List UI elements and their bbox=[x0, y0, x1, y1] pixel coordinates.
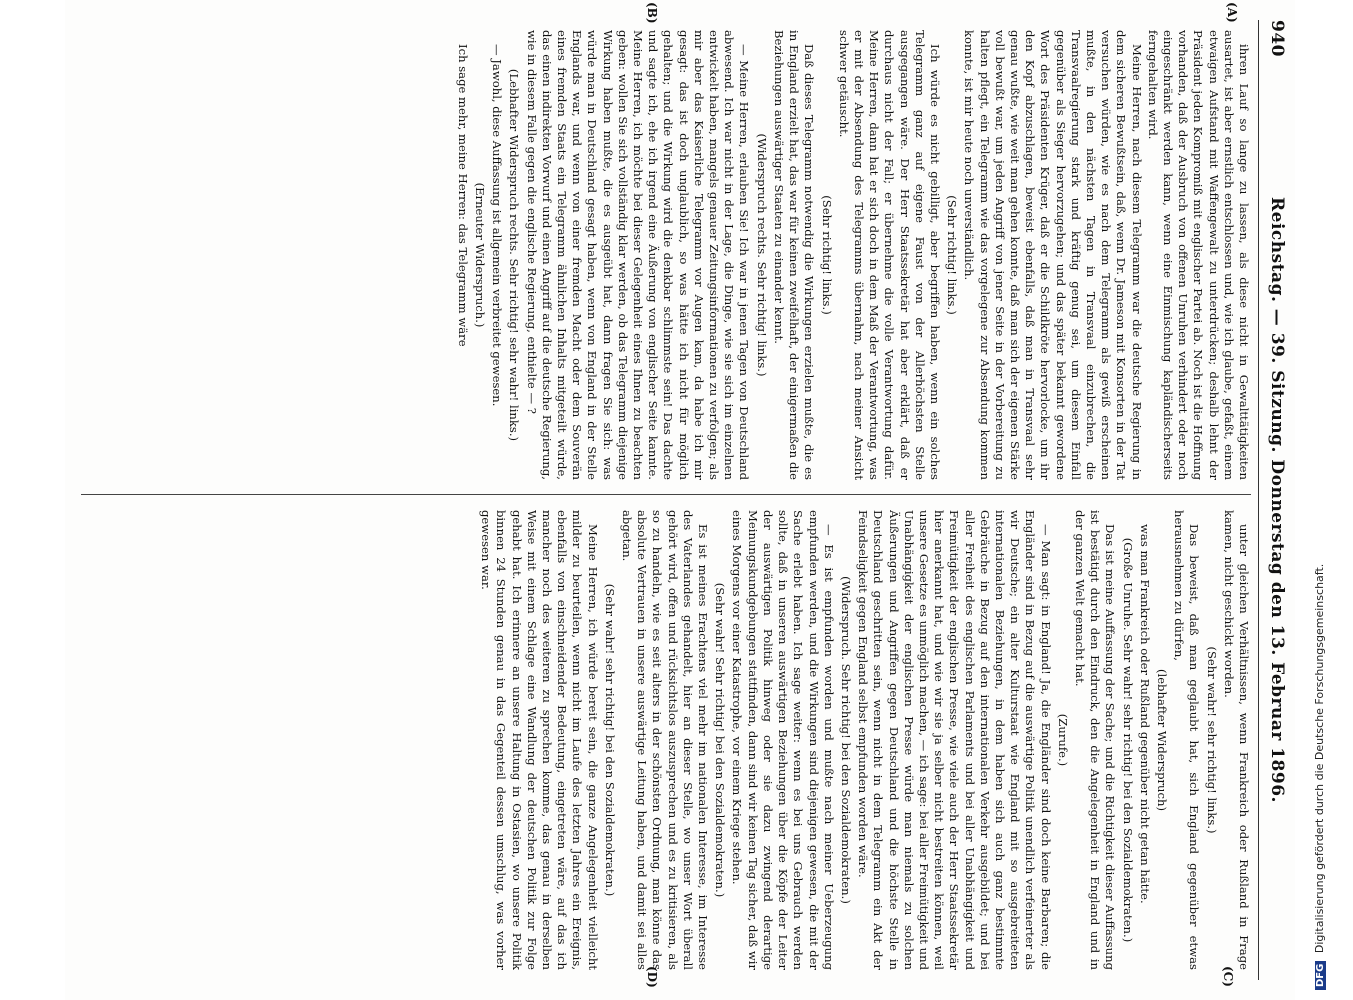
paragraph: (Sehr richtig! links.) bbox=[819, 195, 834, 315]
paragraph: (Sehr wahr! sehr richtig! bei den Sozialdemokraten.) bbox=[602, 583, 617, 897]
column-divider bbox=[81, 494, 1251, 495]
rotated-document-page bbox=[65, 0, 1295, 1000]
footer-text: Digitalisierung gefördert durch die Deutsche Forschungsgemeinschaft. bbox=[1313, 563, 1326, 954]
page-number: 940 bbox=[1267, 20, 1287, 57]
margin-marker-a: (A) bbox=[1225, 2, 1239, 23]
paragraph: (Lebhafter Widerspruch rechts. Sehr richtig! sehr wahr! links.) bbox=[507, 68, 522, 442]
paragraph: — Jawohl, diese Auffassung ist allgemein verbreitet gewesen. bbox=[490, 44, 505, 407]
dfg-logo: DFG bbox=[1315, 961, 1326, 990]
paragraph: (Sehr wahr! Sehr richtig! bei den Sozialdemokraten.) bbox=[713, 582, 728, 898]
paragraph: unter gleichen Verhältnissen, wenn Frankreich oder Rußland in Frage kamen, nicht geschickt worden. bbox=[1221, 510, 1251, 970]
paragraph: — Man sagt: in England! Ja, die Engländer sind doch keine Barbaren; die Engländer sind in Bezug auf die auswärtige Politik unendlich verfeinerter als wir Deutsche; ein alter Kulturstaat wie England mit so ausgebreiteten internationalen Beziehungen, in dem haben sich auch ganz bestimmte Gebräuche in Bezug auf den internationalen Verkehr ausgebildet; und bei aller Freiheit des englischen Parlaments und bei aller Unabhängigkeit und Freimütigkeit der englischen Presse, wie viele auch der Herr Staatssekretär hier anerkannt hat, und wie wir sie ja selber nicht bestreiten können, weil unsere Gesetze es unmöglich machen, — ich sage: bei aller Freimütigkeit und Unabhängigkeit der englischen Presse würde man niemals zu solchen Äußerungen und Angriffen gegen Deutschland und die höchste Stelle in Deutschland geschritten sein, wenn nicht in dem Telegramm ein Akt der Feindseligkeit gegen England selbst empfunden worden wäre. bbox=[856, 510, 1053, 970]
paragraph: (Sehr richtig! links.) bbox=[945, 195, 960, 315]
paragraph: (Widerspruch. Sehr richtig! bei den Sozialdemokraten.) bbox=[838, 576, 853, 904]
paragraph: (Sehr wahr! sehr richtig! links.) bbox=[1204, 646, 1219, 834]
digitization-footer bbox=[1313, 563, 1331, 990]
paragraph: (Widerspruch rechts. Sehr richtig! links.) bbox=[754, 133, 769, 377]
paragraph: Es ist meines Erachtens viel mehr im nationalen Interesse, im Interesse des Vaterlandes gehandelt, hier an dieser Stelle, wo unser Wort überall gehört wird, offen und rücksichtslos auszusprechen und es zu kritisieren, als so zu handeln, wie es seit alters in der schönsten Ordnung, man könne das absolute Vertrauen in unsere auswärtige Leitung haben, und damit sei alles abgetan. bbox=[620, 510, 711, 970]
margin-marker-d: (D) bbox=[645, 966, 659, 988]
paragraph: ihren Lauf so lange zu lassen, als diese nicht in Gewalttätigkeiten ausartet, ist aber ernstlich entschlossen und, wie ich glaube, gefaßt, einem etwaigen Aufstand mit Waffengewalt zu unterdrücken; deshalb lehnt der Präsident jeden Kompromiß mit englischer Partei ab. Noch ist die Hoffnung vorhanden, daß der Ausbruch von offenen Unruhen verhindert oder noch eingeschränkt werden kann, wenn eine Einmischung kapländischerseits ferngehalten wird. bbox=[1145, 30, 1251, 480]
paragraph: (lebhafter Widerspruch) bbox=[1154, 668, 1169, 812]
margin-marker-c: (C) bbox=[1221, 966, 1235, 987]
paragraph: Das beweist, daß man geglaubt hat, sich England gegenüber etwas herausnehmen zu dürfen, bbox=[1172, 510, 1202, 970]
paragraph: (Große Unruhe. Sehr wahr! sehr richtig! bei den Sozialdemokraten.) bbox=[1120, 537, 1135, 943]
left-column bbox=[81, 30, 1251, 480]
paragraph: Meine Herren, ich würde bereit sein, die ganze Angelegenheit vielleicht milder zu beurteilen, wenn nicht im Laufe des letzten Jahres ein Ereignis, ebenfalls von einschneidender Bedeutung, eingetreten wäre, auf das ich mancher noch des weiteren zu sprechen komme, das genau in derselben Weise mit einem Schlage eine Wandlung der deutschen Politik zur Folge gehabt hat. Ich erinnere an unsere Haltung in Ostasien, wo unsere Politik binnen 24 Stunden genau in das Gegenteil dessen umschlug, was vorher gewesen war. bbox=[479, 510, 600, 970]
margin-marker-b: (B) bbox=[645, 2, 659, 24]
paragraph: was man Frankreich oder Rußland gegenüber nicht getan hätte. bbox=[1137, 524, 1152, 904]
paragraph: Das ist meine Auffassung der Sache; und die Richtigkeit dieser Auffassung ist bestätigt durch den Eindruck, den die Angelegenheit in England und in der ganzen Welt gemacht hat. bbox=[1072, 510, 1118, 970]
paragraph: (Erneuter Widerspruch.) bbox=[473, 182, 488, 328]
paragraph: Meine Herren, nach diesem Telegramm war die deutsche Regierung in dem sicheren Bewußtsein, daß, wenn Dr. Jameson mit Konsorten in der Tat versuchen würden, wie es nach dem Telegramm als gewiß erscheinen mußte, in den nächsten Tagen in Transvaal einzubrechen, die Transvaalregierung stark und kräftig genug sei, um diesem Einfall gegenüber als Sieger hervorzugehen; und das später bekannt gewordene Wort des Präsidenten Krüger, daß er die Schildkröte hervorlocke, um ihr den Kopf abzuschlagen, beweist ebenfalls, daß man in Transvaal sehr genau wußte, wie weit man gehen konnte, daß man sich der eigenen Stärke voll bewußt war, um jeden Angriff von jener Seite in der Vorbereitung zu halten pflegt, ein Telegramm wie das vorgelegene zur Absendung kommen konnte, ist mir heute noch unverständlich. bbox=[962, 30, 1144, 480]
paragraph: — Meine Herren, erlauben Sie! Ich war in jenen Tagen von Deutschland abwesend. Ich war nicht in der Lage, die Dinge, wie sie sich im einzelnen entwickelt haben, mangels genauer Zeitungsinformationen zu verfolgen; als mir aber das Kaiserliche Telegramm vor Augen kam, da habe ich mir gesagt: das ist doch unglaublich, so was hätte ich nicht für möglich gehalten; und die Wirkung wird die denkbar schlimmste sein! Das dachte und sagte ich, ehe ich irgend eine Äußerung von englischer Seite kannte. Meine Herren, ich möchte bei dieser Gelegenheit eines Ihnen zu beachten geben: wollen Sie sich vollständig klar werden, ob das Telegramm diejenige Wirkung haben mußte, die es ausgeübt hat, dann fragen Sie sich: was würde man in Deutschland gesagt haben, wenn von England in der Stelle Englands war, und wenn von einer fremden Macht oder dem Souverän eines fremden Staats ein Telegramm ähnlichen Inhalts mitgeteilt würde, das einen indirekten Vorwurf und einen Angriff auf die deutsche Regierung, wie in diesem Falle gegen die englische Regierung, enthielte — ? bbox=[524, 30, 752, 480]
page-header bbox=[1261, 20, 1287, 980]
header-rule bbox=[1258, 20, 1259, 980]
paragraph: Ich sage mehr, meine Herren: das Telegramm wäre bbox=[455, 44, 470, 347]
paragraph: (Zurufe.) bbox=[1055, 713, 1070, 767]
paragraph: — Es ist empfunden worden und mußte nach meiner Ueberzeugung empfunden werden, und die Wirkungen sind diejenigen gewesen, die mit der Sache erlebt haben. Ich sage weiter: wenn es bei uns Gebrauch werden sollte, daß in unseren auswärtigen Beziehungen über die Köpfe der Leiter der auswärtigen Politik hinweg oder sie dazu zwingend derartige Meinungskundgebungen stattfinden, dann sind wir keinen Tag sicher, daß wir eines Morgens vor einer Katastrophe, vor einem Kriege stehen. bbox=[730, 510, 836, 970]
page-title: Reichstag. — 39. Sitzung. Donnerstag den 13. Februar 1896. bbox=[1267, 197, 1287, 803]
paragraph: Daß dieses Telegramm notwendig die Wirkungen erzielen mußte, die es in England erzielt hat, das war für keinen zweifelhaft, der einigermaßen die Beziehungen auswärtiger Staaten zu einander kennt. bbox=[771, 30, 817, 480]
right-column bbox=[81, 510, 1251, 970]
paragraph: Ich würde es nicht gebilligt, aber begriffen haben, wenn ein solches Telegramm ganz auf eigene Faust von der Allerhöchsten Stelle ausgegangen wäre. Der Herr Staatssekretär hat aber erklärt, daß er durchaus nicht der Fall; er übernehme die volle Verantwortung dafür. Meine Herren, dann hat er sich doch in dem Maß der Verantwortung, was er mit der Absendung des Telegramms übernahm, nach meiner Ansicht schwer getäuscht. bbox=[836, 30, 942, 480]
